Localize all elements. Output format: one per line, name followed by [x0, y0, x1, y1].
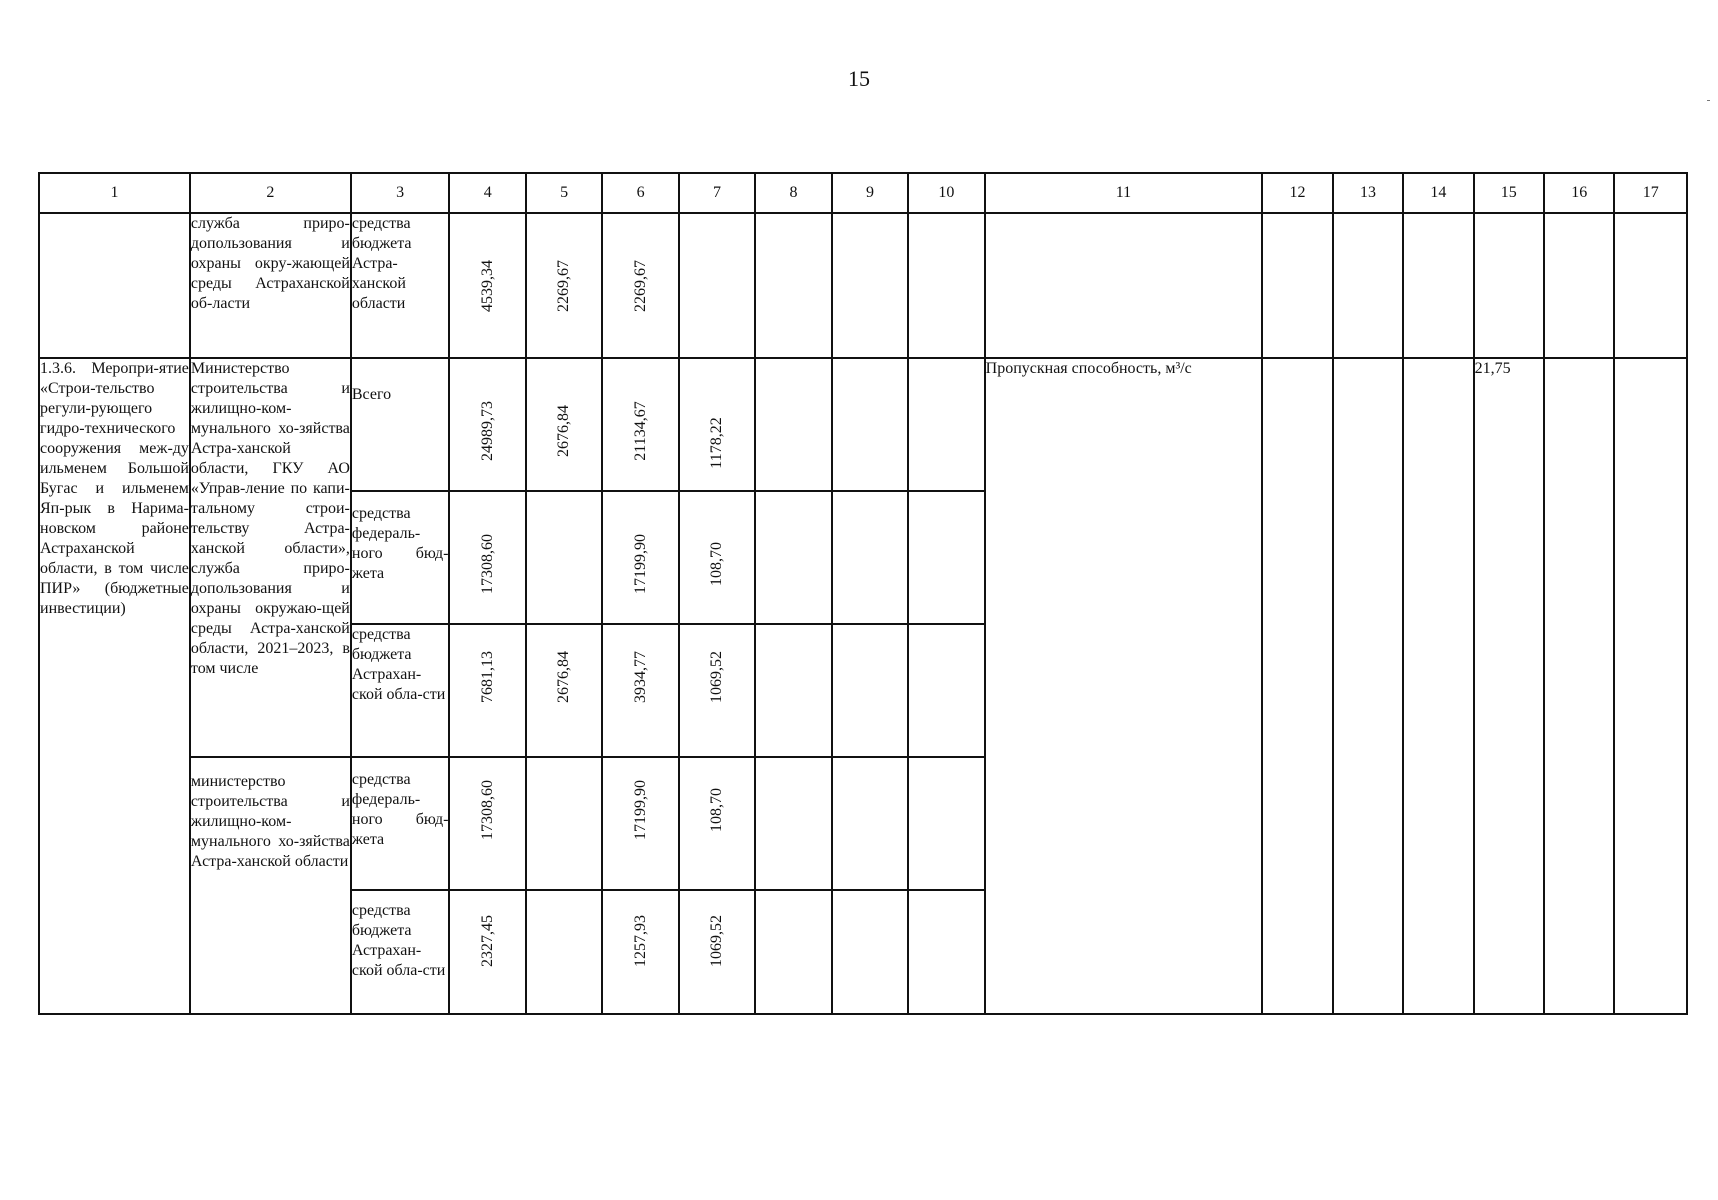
empty-cell [908, 491, 984, 624]
amount-cell [449, 213, 525, 358]
amount-cell [526, 358, 602, 491]
amount-cell [679, 491, 755, 624]
empty-cell [1403, 358, 1473, 1014]
page-number: 15 [848, 66, 870, 91]
amount-cell [679, 757, 755, 890]
empty-cell [1333, 213, 1403, 358]
source-cell: средства федераль-ного бюд-жета [351, 491, 450, 624]
empty-cell [755, 757, 831, 890]
amount-value: 3934,77 [631, 651, 649, 703]
empty-cell [908, 358, 984, 491]
empty-cell [832, 491, 908, 624]
amount-value: 17308,60 [478, 534, 496, 594]
header-cell: 6 [602, 173, 678, 213]
amount-cell [449, 624, 525, 757]
amount-value: 108,70 [708, 542, 726, 586]
program-table [38, 172, 1688, 1015]
measure-cell-empty [39, 213, 190, 358]
amount-value: 17199,90 [631, 534, 649, 594]
header-cell: 1 [39, 173, 190, 213]
amount-value: 1069,52 [708, 651, 726, 703]
amount-value: 108,70 [708, 788, 726, 832]
header-cell: 17 [1614, 173, 1687, 213]
amount-value: 21134,67 [631, 401, 649, 461]
header-cell: 8 [755, 173, 831, 213]
executor-cell: Министерство строительства и жилищно-ком-мунального хо-зяйства Астра-ханской области, ГКУ АО «Управ-ление по капи-тальному строи-тельству Астра-ханской области», служба приро-допользования и охраны окружаю-щей среды Астра-ханской области, 2021–2023, в том числе [190, 358, 351, 757]
amount-cell [526, 491, 602, 624]
empty-cell [832, 358, 908, 491]
amount-cell [449, 757, 525, 890]
scan-artifact [1707, 100, 1710, 101]
empty-cell [908, 213, 984, 358]
amount-cell [449, 890, 525, 1014]
empty-cell [908, 757, 984, 890]
header-cell: 7 [679, 173, 755, 213]
empty-cell [1544, 358, 1614, 1014]
empty-cell [1614, 213, 1687, 358]
amount-value: 4539,34 [478, 260, 496, 312]
header-row [39, 173, 1687, 213]
source-cell: средства бюджета Астра-ханской области [351, 213, 450, 358]
amount-value: 1257,93 [631, 915, 649, 967]
amount-value: 2676,84 [555, 405, 573, 457]
header-cell: 11 [985, 173, 1263, 213]
header-cell: 5 [526, 173, 602, 213]
amount-cell [679, 890, 755, 1014]
empty-cell [1544, 213, 1614, 358]
amount-value: 17199,90 [631, 780, 649, 840]
table-row [39, 358, 1687, 491]
amount-cell [602, 624, 678, 757]
header-cell: 2 [190, 173, 351, 213]
amount-cell [679, 358, 755, 491]
empty-cell [832, 213, 908, 358]
amount-value: 17308,60 [478, 780, 496, 840]
amount-cell [679, 624, 755, 757]
amount-cell [602, 890, 678, 1014]
amount-cell [526, 624, 602, 757]
header-cell: 13 [1333, 173, 1403, 213]
indicator-cell: Пропускная способность, м³/с [985, 358, 1263, 1014]
empty-cell [755, 624, 831, 757]
source-cell: Всего [351, 358, 450, 491]
empty-cell [1614, 358, 1687, 1014]
amount-value: 24989,73 [478, 401, 496, 461]
header-cell: 14 [1403, 173, 1473, 213]
empty-cell [832, 624, 908, 757]
amount-value: 1178,22 [708, 417, 726, 469]
amount-cell [679, 213, 755, 358]
amount-cell [602, 213, 678, 358]
amount-cell [602, 757, 678, 890]
executor-cell: министерство строительства и жилищно-ком-мунального хо-зяйства Астра-ханской области [190, 757, 351, 1014]
empty-cell [1333, 358, 1403, 1014]
empty-cell [1403, 213, 1473, 358]
empty-cell [908, 890, 984, 1014]
header-cell: 4 [449, 173, 525, 213]
executor-cell: служба приро-допользования и охраны окру-жающей среды Астраханской об-ласти [190, 213, 351, 358]
header-cell: 12 [1262, 173, 1332, 213]
header-cell: 10 [908, 173, 984, 213]
empty-cell [1474, 213, 1544, 358]
measure-name-cell: 1.3.6. Меропри-ятие «Строи-тельство регули-рующего гидро-технического сооружения меж-ду ильменем Большой Бугас и ильменем Яп-рык в Нарима-новском районе Астраханской области, в том числе ПИР» (бюджетные инвестиции) [39, 358, 190, 1014]
empty-cell [1262, 213, 1332, 358]
amount-cell [526, 890, 602, 1014]
empty-cell [832, 890, 908, 1014]
amount-value: 2269,67 [555, 260, 573, 312]
empty-cell [908, 624, 984, 757]
empty-cell [755, 491, 831, 624]
amount-value: 7681,13 [478, 651, 496, 703]
empty-cell [755, 358, 831, 491]
amount-value: 1069,52 [708, 915, 726, 967]
empty-cell [755, 890, 831, 1014]
header-cell: 9 [832, 173, 908, 213]
amount-cell [602, 491, 678, 624]
amount-cell [526, 213, 602, 358]
empty-cell [755, 213, 831, 358]
header-cell: 16 [1544, 173, 1614, 213]
empty-cell [832, 757, 908, 890]
indicator-value-cell: 21,75 [1474, 358, 1544, 1014]
amount-value: 2269,67 [631, 260, 649, 312]
amount-cell [602, 358, 678, 491]
source-cell: средства федераль-ного бюд-жета [351, 757, 450, 890]
amount-value: 2327,45 [478, 915, 496, 967]
amount-cell [449, 358, 525, 491]
source-cell: средства бюджета Астрахан-ской обла-сти [351, 890, 450, 1014]
header-cell: 15 [1474, 173, 1544, 213]
header-cell: 3 [351, 173, 450, 213]
table-row [39, 213, 1687, 358]
empty-cell [1262, 358, 1332, 1014]
amount-cell [449, 491, 525, 624]
source-cell: средства бюджета Астрахан-ской обла-сти [351, 624, 450, 757]
indicator-cell [985, 213, 1263, 358]
amount-cell [526, 757, 602, 890]
amount-value: 2676,84 [555, 651, 573, 703]
